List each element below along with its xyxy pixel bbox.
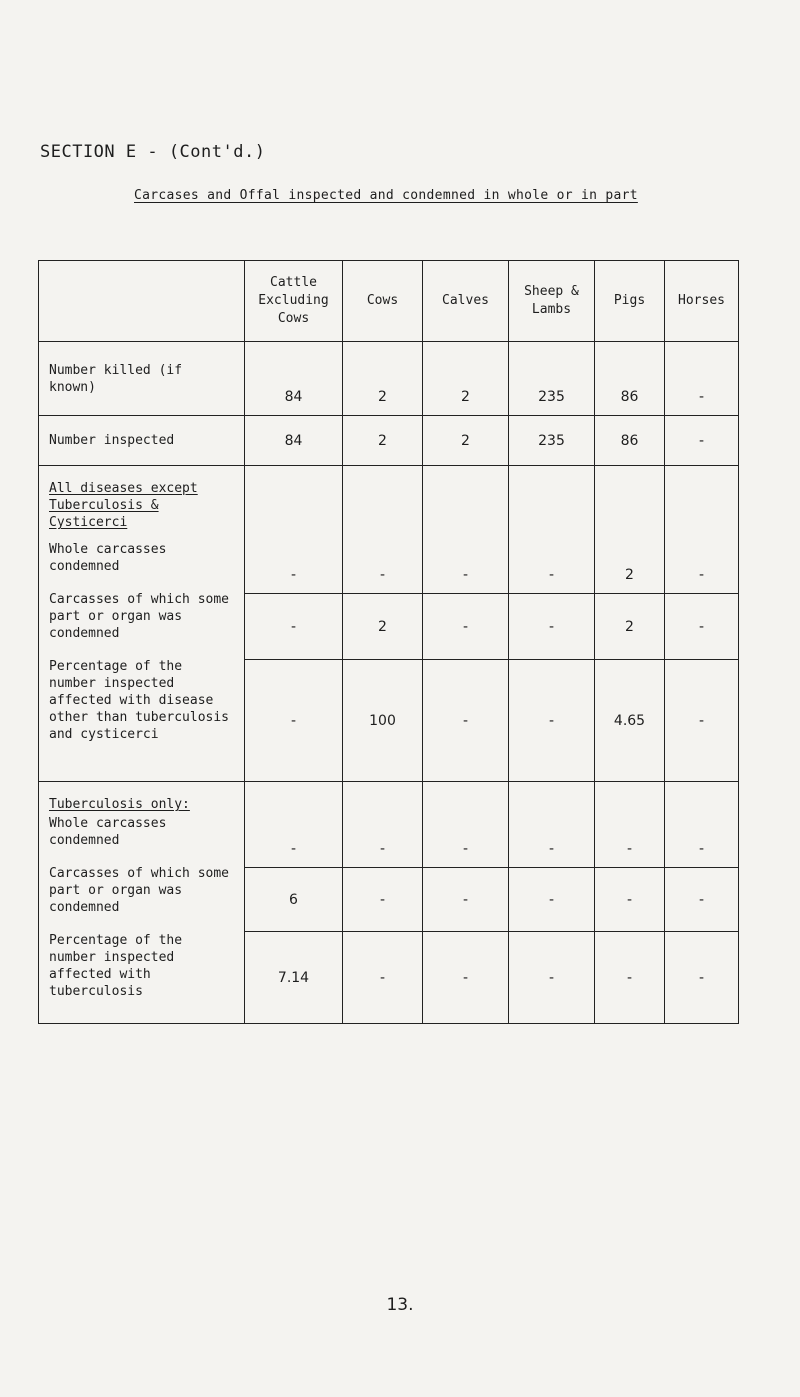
cell-killed-sheep: 235 xyxy=(509,342,595,416)
cell-inspected-sheep: 235 xyxy=(509,416,595,466)
table-subtitle: Carcases and Offal inspected and condemned in whole or in part xyxy=(134,188,638,203)
label-tb-whole: Whole carcasses condemned xyxy=(49,816,167,848)
label-all-whole: Whole carcasses condemned xyxy=(49,542,167,574)
cell-all-whole-cows: - xyxy=(343,466,423,594)
header-cell-cattle: Cattle Excluding Cows xyxy=(245,261,343,342)
cell-all-pct-calves: - xyxy=(423,660,509,782)
cell-tb-part-cows: - xyxy=(343,868,423,932)
group-title-tuberculosis: Tuberculosis only: xyxy=(49,797,190,812)
cell-all-part-sheep: - xyxy=(509,594,595,660)
cell-tb-whole-pigs: - xyxy=(595,782,665,868)
cell-killed-cattle: 84 xyxy=(245,342,343,416)
cell-tb-whole-cattle: - xyxy=(245,782,343,868)
header-cell-sheep: Sheep & Lambs xyxy=(509,261,595,342)
group-title-all-diseases: All diseases except Tuberculosis & Cysticerci xyxy=(49,481,198,530)
label-all-part: Carcasses of which some part or organ was condemned xyxy=(49,592,230,641)
table-row-inspected xyxy=(39,416,739,466)
cell-killed-calves: 2 xyxy=(423,342,509,416)
group-label-tuberculosis xyxy=(39,782,245,1024)
cell-all-whole-calves: - xyxy=(423,466,509,594)
cell-all-pct-horses: - xyxy=(665,660,739,782)
inspection-table xyxy=(38,260,739,1024)
cell-tb-part-calves: - xyxy=(423,868,509,932)
cell-inspected-horses: - xyxy=(665,416,739,466)
cell-killed-pigs: 86 xyxy=(595,342,665,416)
cell-all-part-calves: - xyxy=(423,594,509,660)
cell-inspected-cows: 2 xyxy=(343,416,423,466)
row-label-inspected: Number inspected xyxy=(39,416,245,466)
cell-tb-part-horses: - xyxy=(665,868,739,932)
cell-all-part-pigs: 2 xyxy=(595,594,665,660)
cell-killed-horses: - xyxy=(665,342,739,416)
cell-inspected-calves: 2 xyxy=(423,416,509,466)
cell-tb-part-sheep: - xyxy=(509,868,595,932)
inspection-table-container xyxy=(38,260,738,1024)
label-tb-pct: Percentage of the number inspected affected with tuberculosis xyxy=(49,933,183,999)
table-row-killed xyxy=(39,342,739,416)
cell-all-pct-cows: 100 xyxy=(343,660,423,782)
cell-all-part-cows: 2 xyxy=(343,594,423,660)
cell-all-pct-pigs: 4.65 xyxy=(595,660,665,782)
cell-tb-pct-horses: - xyxy=(665,932,739,1024)
header-cell-blank xyxy=(39,261,245,342)
header-cell-calves: Calves xyxy=(423,261,509,342)
header-cell-pigs: Pigs xyxy=(595,261,665,342)
cell-all-whole-pigs: 2 xyxy=(595,466,665,594)
table-row-all-whole xyxy=(39,466,739,594)
table-header-row xyxy=(39,261,739,342)
header-cell-cows: Cows xyxy=(343,261,423,342)
cell-tb-whole-calves: - xyxy=(423,782,509,868)
row-label-killed: Number killed (if known) xyxy=(39,342,245,416)
cell-all-whole-sheep: - xyxy=(509,466,595,594)
cell-tb-whole-sheep: - xyxy=(509,782,595,868)
cell-all-whole-cattle: - xyxy=(245,466,343,594)
cell-inspected-pigs: 86 xyxy=(595,416,665,466)
group-label-all-diseases xyxy=(39,466,245,782)
cell-tb-part-pigs: - xyxy=(595,868,665,932)
table-row-tb-whole xyxy=(39,782,739,868)
cell-all-whole-horses: - xyxy=(665,466,739,594)
cell-tb-pct-pigs: - xyxy=(595,932,665,1024)
cell-killed-cows: 2 xyxy=(343,342,423,416)
cell-inspected-cattle: 84 xyxy=(245,416,343,466)
cell-tb-whole-horses: - xyxy=(665,782,739,868)
page-number: 13. xyxy=(386,1295,414,1315)
cell-all-pct-cattle: - xyxy=(245,660,343,782)
cell-all-pct-sheep: - xyxy=(509,660,595,782)
cell-all-part-horses: - xyxy=(665,594,739,660)
cell-tb-whole-cows: - xyxy=(343,782,423,868)
cell-tb-part-cattle: 6 xyxy=(245,868,343,932)
label-all-pct: Percentage of the number inspected affected with disease other than tuberculosis and cysticerci xyxy=(49,659,230,742)
label-tb-part: Carcasses of which some part or organ was condemned xyxy=(49,866,230,915)
cell-tb-pct-sheep: - xyxy=(509,932,595,1024)
header-cell-horses: Horses xyxy=(665,261,739,342)
section-heading: SECTION E - (Cont'd.) xyxy=(40,142,266,162)
cell-all-part-cattle: - xyxy=(245,594,343,660)
cell-tb-pct-cows: - xyxy=(343,932,423,1024)
cell-tb-pct-calves: - xyxy=(423,932,509,1024)
cell-tb-pct-cattle: 7.14 xyxy=(245,932,343,1024)
